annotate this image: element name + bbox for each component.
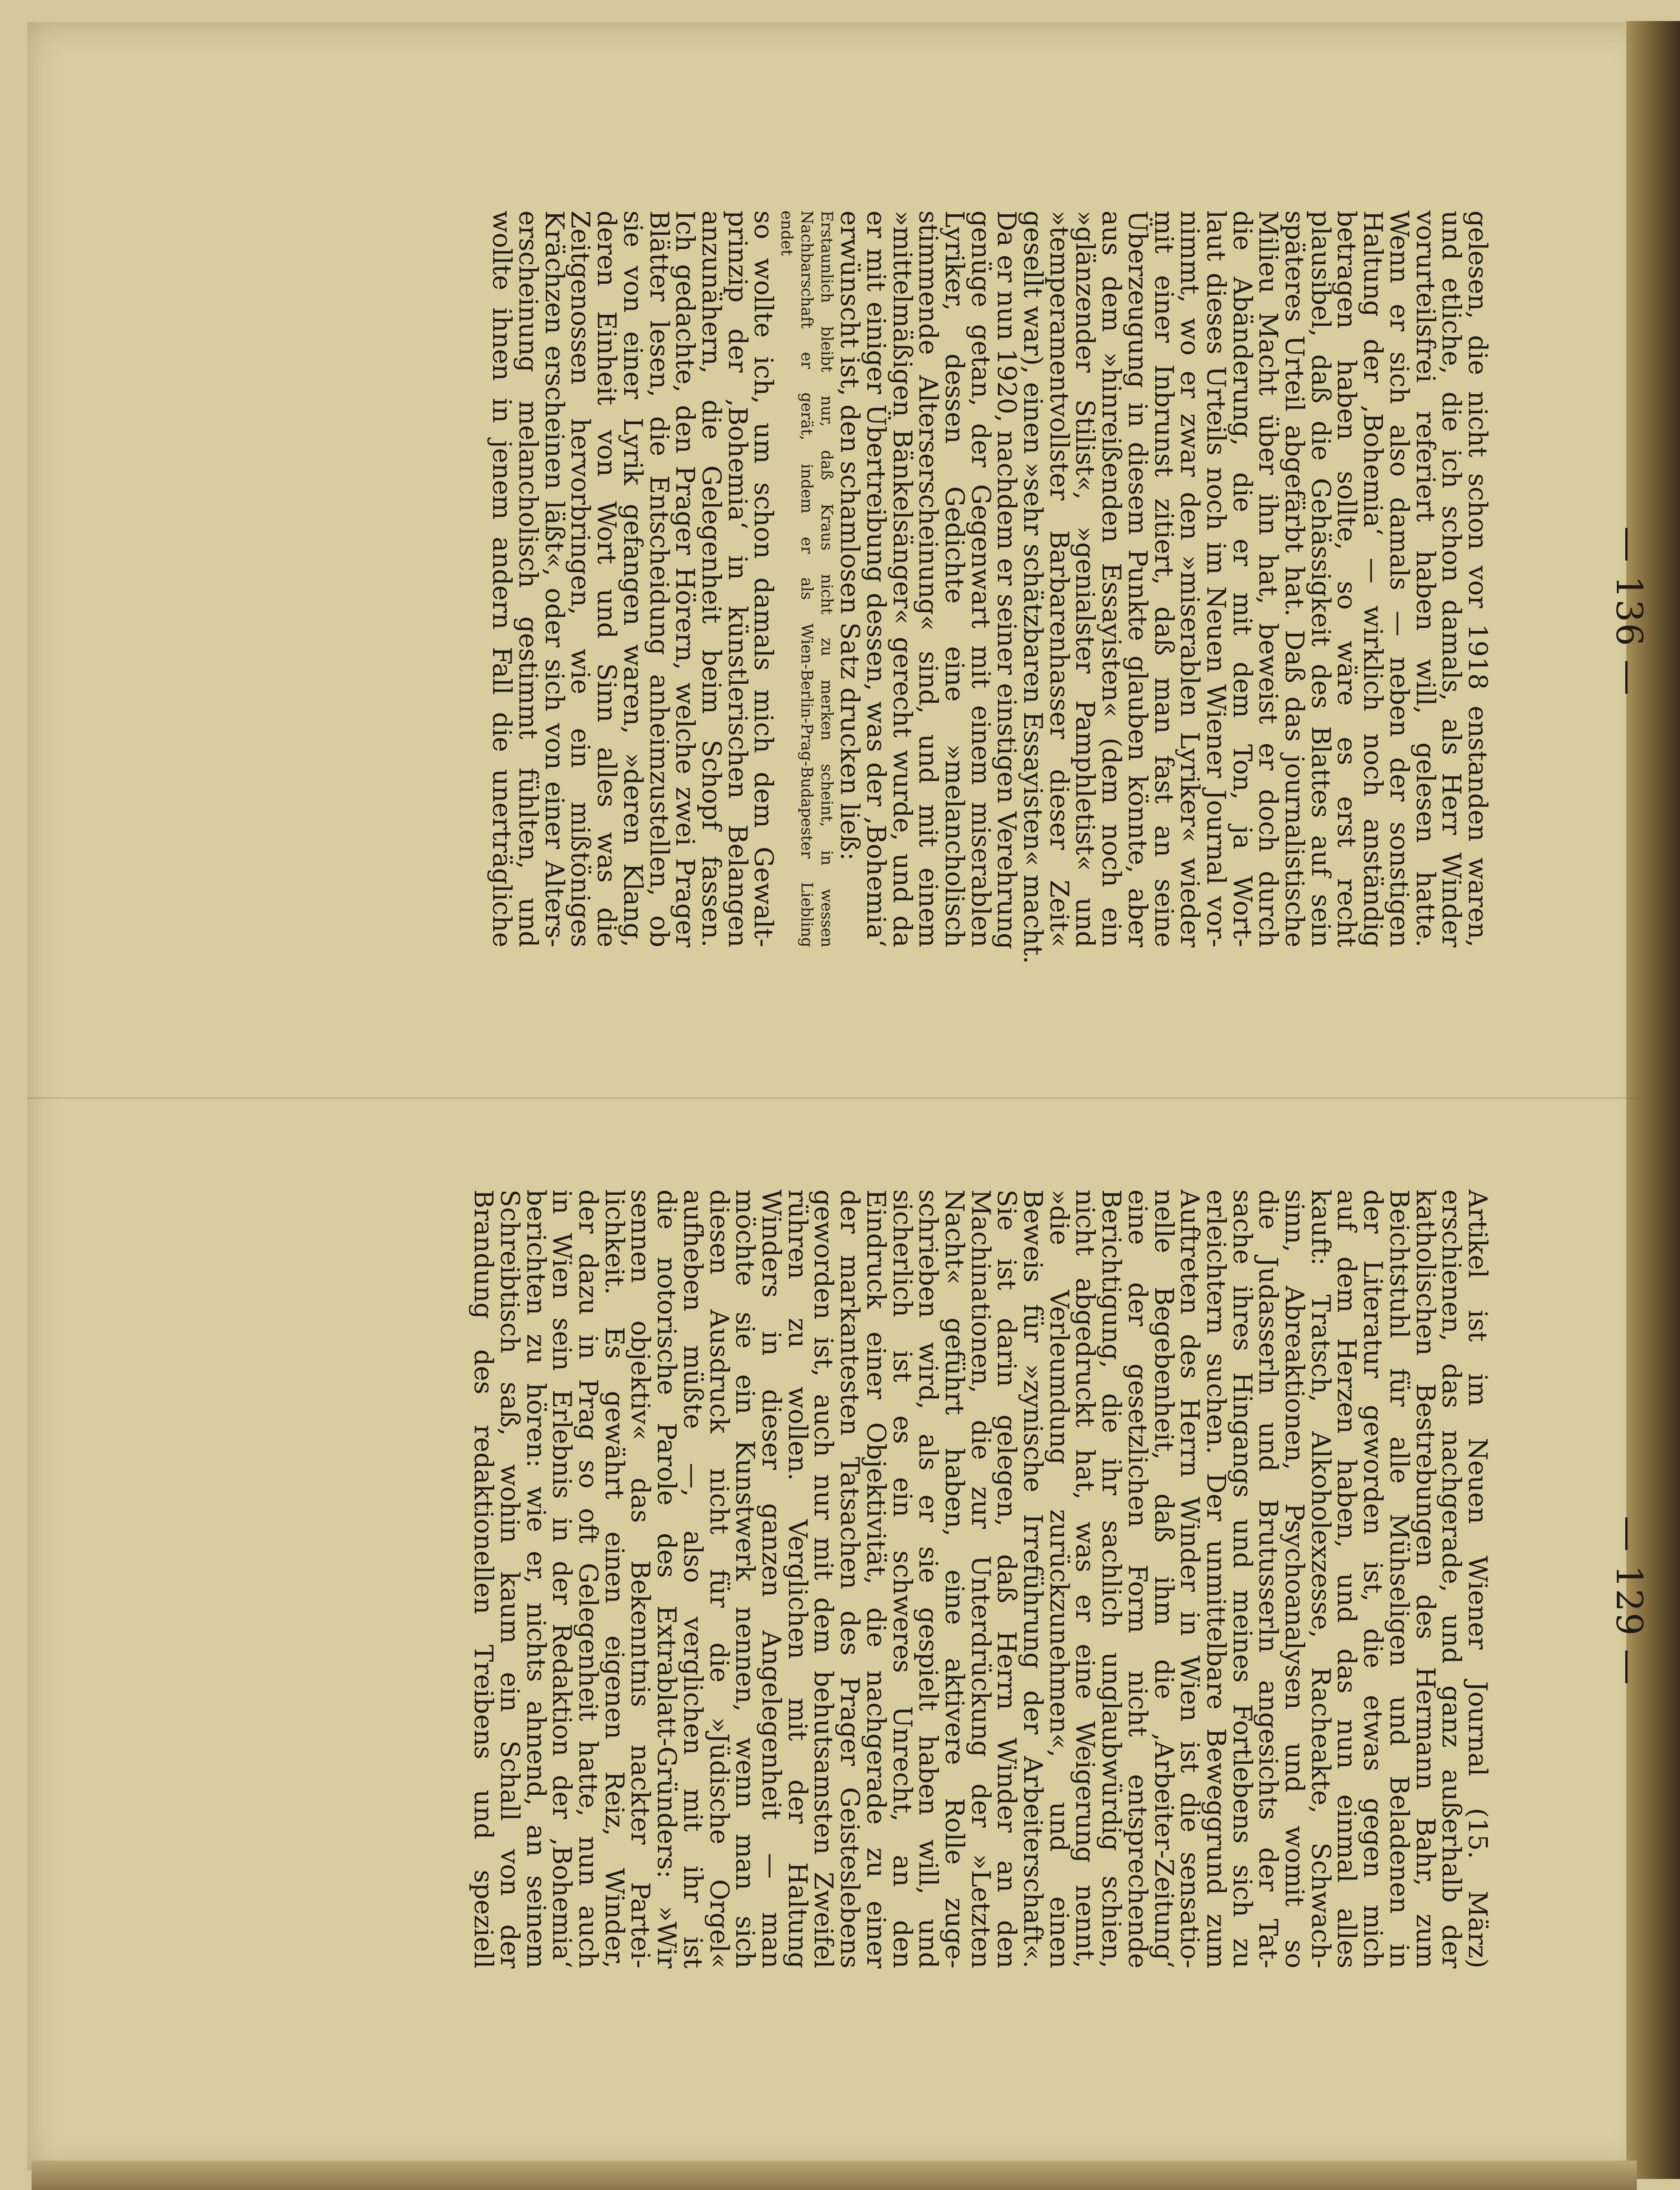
text-line: sie von einer Lyrik gefangen waren, »deren Klang, bbox=[617, 211, 648, 947]
text-line: die notorische Parole des Extrablatt-Gründers: »Wir bbox=[652, 1189, 682, 1968]
text-line: späteres Urteil abgefärbt hat. Daß das journalistische bbox=[1279, 211, 1310, 947]
text-line: Nachbarschaft er gerät, indem er als Wien-Berlin-Prag-Budapester Liebling bbox=[797, 211, 816, 947]
text-line: Lyriker, dessen Gedichte eine »melancholisch bbox=[939, 211, 969, 947]
text-line: lichkeit. Es gewährt einen eigenen Reiz, Winder, bbox=[599, 1189, 629, 1968]
text-line: erleichtern suchen. Der unmittelbare Beweggrund zum bbox=[1201, 1189, 1231, 1968]
text-line: kauft: Tratsch, Alkoholexzesse, Racheakte, Schwach- bbox=[1305, 1189, 1336, 1968]
text-line: Schreibtisch saß, wohin kaum ein Schall von der bbox=[494, 1189, 525, 1968]
text-line: katholischen Bestrebungen des Hermann Bahr, zum bbox=[1410, 1189, 1441, 1968]
text-line: Machinationen, die zur Unterdrückung der »Letzten bbox=[965, 1189, 996, 1968]
text-line: Ich gedachte, den Prager Hörern, welche zwei Prager bbox=[670, 211, 701, 947]
text-line: Blätter lesen, die Entscheidung anheimzustellen, ob bbox=[644, 211, 674, 947]
text-line: Erstaunlich bleibt nur, daß Kraus nicht zu merken scheint, in wessen bbox=[817, 211, 836, 947]
text-line: anzunähern, die Gelegenheit beim Schopf fassen. bbox=[696, 211, 727, 947]
text-line: sinn, Abreaktionen, Psychoanalysen und womit so bbox=[1279, 1189, 1310, 1968]
text-line: er mit einiger Übertreibung dessen, was der ‚Bohemia‘ bbox=[861, 211, 891, 947]
left-page-column bbox=[487, 211, 1493, 964]
text-line: geworden ist, auch nur mit dem behutsamsten Zweifel bbox=[808, 1189, 839, 1968]
text-line: genüge getan, der Gegenwart mit einem miserablen bbox=[965, 211, 996, 947]
text-line: »die Verleumdung zurückzunehmen«, und einen bbox=[1044, 1189, 1074, 1968]
text-line: Überzeugung in diesem Punkte glauben könnte, aber bbox=[1122, 211, 1153, 947]
text-line: diesen Ausdruck nicht für die »Jüdische Orgel« bbox=[704, 1189, 734, 1968]
text-line: erschienen, das nachgerade, und ganz außerhalb der bbox=[1436, 1189, 1467, 1968]
text-line: aufheben müßte —, also verglichen mit ihr ist bbox=[677, 1189, 708, 1968]
text-line: Da er nun 1920, nachdem er seiner einstigen Verehrung bbox=[992, 211, 1022, 949]
text-line: der Literatur geworden ist, die etwas gegen mich bbox=[1358, 1189, 1388, 1968]
text-line: stimmende Alterserscheinung« sind, und mit einem bbox=[913, 211, 944, 947]
text-line: Berichtigung, die ihr sachlich unglaubwürdig schien, bbox=[1096, 1189, 1127, 1968]
text-line: deren Einheit von Wort und Sinn alles was die bbox=[592, 211, 622, 947]
text-line: Eindruck einer Objektivität, die nachgerade zu einer bbox=[861, 1189, 891, 1968]
text-line: erscheinung melancholisch gestimmt fühlten, und bbox=[513, 211, 544, 947]
text-line: Artikel ist im Neuen Wiener Journal (15. März) bbox=[1463, 1189, 1493, 1968]
text-line: gelesen, die nicht schon vor 1918 enstanden waren, bbox=[1463, 211, 1493, 947]
text-line: sennen objektiv« das Bekenntnis nackter Partei- bbox=[625, 1189, 656, 1968]
text-line: Beweis für »zynische Irreführung der Arbeiterschaft«. bbox=[1018, 1189, 1048, 1968]
text-line: Krächzen erscheinen läßt«, oder sich von einer Alters- bbox=[539, 211, 569, 947]
text-line: nelle Begebenheit, daß ihm die ‚Arbeiter-Zeitung‘ bbox=[1148, 1189, 1179, 1968]
text-line: aus dem »hinreißenden Essayisten« (dem noch ein bbox=[1096, 211, 1127, 947]
text-line: mit einer Inbrunst zitiert, daß man fast an seine bbox=[1148, 211, 1179, 947]
text-line: und etliche, die ich schon damals, als Herr Winder bbox=[1436, 211, 1467, 947]
text-line: Winders in dieser ganzen Angelegenheit — man bbox=[756, 1189, 787, 1968]
text-line: die Abänderung, die er mit dem Ton, ja Wort- bbox=[1227, 211, 1257, 947]
text-line: so wollte ich, um schon damals mich dem Gewalt- bbox=[748, 211, 779, 947]
text-line: gesellt war), einen »sehr schätzbaren Essayisten« macht. bbox=[1018, 211, 1048, 964]
text-line: erwünscht ist, den schamlosen Satz drucken ließ: bbox=[835, 211, 865, 861]
text-line: prinzip der ‚Bohemia‘ in künstlerischen Belangen bbox=[722, 211, 753, 947]
text-line: der markantesten Tatsachen des Prager Geisteslebens bbox=[835, 1189, 865, 1968]
text-line: Brandung des redaktionellen Treibens und speziell bbox=[468, 1189, 499, 1968]
text-line: auf dem Herzen haben, und das nun einmal alles bbox=[1332, 1189, 1362, 1968]
text-line: Sie ist darin gelegen, daß Herrn Winder an den bbox=[992, 1189, 1022, 1968]
text-line: die Judasserln und Brutusserln angesichts der Tat- bbox=[1253, 1189, 1284, 1968]
text-line: »mittelmäßigen Bänkelsänger« gerecht wurde, und da bbox=[887, 211, 917, 947]
text-line: eine der gesetzlichen Form nicht entsprechende bbox=[1122, 1189, 1153, 1968]
text-line: nimmt, wo er zwar den »miserablen Lyriker« wieder bbox=[1175, 211, 1205, 947]
text-line: rühren zu wollen. Verglichen mit der Haltung bbox=[782, 1189, 813, 1968]
text-line: nicht abgedruckt hat, was er eine Weigerung nennt, bbox=[1070, 1189, 1101, 1968]
text-line: in Wien sein Erlebnis in der Redaktion der ‚Bohemia‘ bbox=[547, 1189, 577, 1968]
text-line: Beichtstuhl für alle Mühseligen und Beladenen in bbox=[1384, 1189, 1414, 1968]
text-line: betragen haben sollte, so wäre es erst recht bbox=[1332, 211, 1362, 947]
text-line: Auftreten des Herrn Winder in Wien ist die sensatio- bbox=[1175, 1189, 1205, 1968]
text-line: der dazu in Prag so oft Gelegenheit hatte, nun auch bbox=[573, 1189, 604, 1968]
text-line: vorurteilsfrei referiert haben will, gelesen hatte. bbox=[1410, 211, 1441, 947]
page-number-136: — 136 — bbox=[1608, 526, 1649, 697]
text-line: berichten zu hören: wie er, nichts ahnend, an seinem bbox=[521, 1189, 551, 1968]
text-line: Milieu Macht über ihn hat, beweist er doch durch bbox=[1253, 211, 1284, 947]
text-line: sache ihres Hingangs und meines Fortlebens sich zu bbox=[1227, 1189, 1257, 1968]
text-line: Zeitgenossen hervorbringen, wie ein mißtöniges bbox=[565, 211, 596, 947]
text-line: schrieben wird, als er sie gespielt haben will, und bbox=[913, 1189, 944, 1968]
text-line: Wenn er sich also damals — neben der sonstigen bbox=[1384, 211, 1414, 947]
right-page-column bbox=[468, 1189, 1493, 1968]
page-number-129: — 129 — bbox=[1608, 1516, 1649, 1686]
text-line: endet bbox=[777, 211, 796, 256]
text-line: Nacht« geführt haben, eine aktivere Rolle zuge- bbox=[939, 1189, 969, 1968]
text-line: sicherlich ist es ein schweres Unrecht, an den bbox=[887, 1189, 917, 1968]
text-line: möchte sie ein Kunstwerk nennen, wenn man sich bbox=[730, 1189, 761, 1968]
text-line: laut dieses Urteils noch im Neuen Wiener Journal vor- bbox=[1201, 211, 1231, 947]
text-line: »glänzender Stilist«, »genialster Pamphletist« und bbox=[1070, 211, 1101, 947]
text-line: plausibel, daß die Gehässigkeit des Blattes auf sein bbox=[1305, 211, 1336, 947]
text-line: wollte ihnen in jenem andern Fall die unerträgliche bbox=[487, 211, 517, 947]
text-line: »temperamentvollster Barbarenhasser dieser Zeit« bbox=[1044, 211, 1074, 947]
text-line: Haltung der ‚Bohemia‘ — wirklich noch anständig bbox=[1358, 211, 1388, 947]
